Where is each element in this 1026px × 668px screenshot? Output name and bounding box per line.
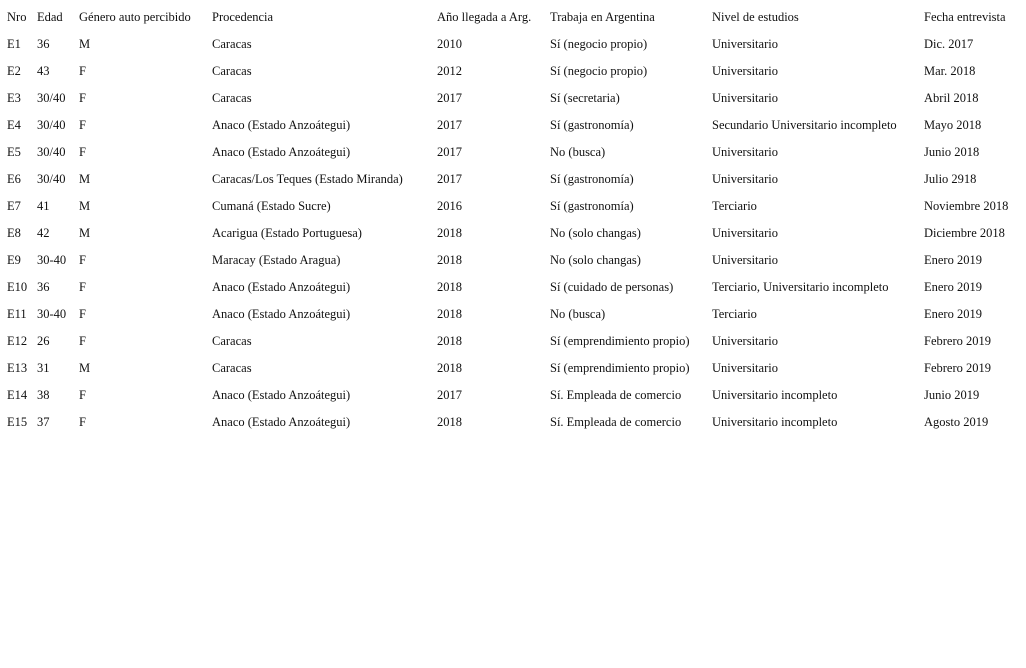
cell-nro: E3 (7, 91, 21, 105)
cell-procedencia: Anaco (Estado Anzoátegui) (212, 145, 351, 159)
cell-fecha-entrevista: Abril 2018 (924, 91, 979, 105)
table-row (3, 166, 1025, 193)
cell-edad: 26 (37, 334, 50, 348)
cell-genero: F (79, 253, 86, 267)
cell-fecha-entrevista: Febrero 2019 (924, 334, 991, 348)
table-row (3, 301, 1025, 328)
cell-genero: F (79, 64, 86, 78)
cell-nro: E15 (7, 415, 28, 429)
cell-edad: 36 (37, 280, 50, 294)
table-row (3, 193, 1025, 220)
cell-nivel-estudios: Universitario (712, 253, 778, 267)
cell-nro: E5 (7, 145, 21, 159)
cell-nro: E2 (7, 64, 21, 78)
table-row (3, 31, 1025, 58)
table-row (3, 220, 1025, 247)
cell-edad: 36 (37, 37, 50, 51)
cell-anio-llegada: 2017 (437, 172, 462, 186)
cell-genero: M (79, 361, 91, 375)
cell-anio-llegada: 2018 (437, 334, 462, 348)
cell-anio-llegada: 2017 (437, 388, 462, 402)
cell-edad: 30/40 (37, 145, 66, 159)
cell-edad: 30/40 (37, 172, 66, 186)
column-header-nivel-estudios: Nivel de estudios (712, 10, 799, 24)
cell-anio-llegada: 2017 (437, 91, 462, 105)
cell-nivel-estudios: Terciario (712, 199, 757, 213)
cell-nro: E11 (7, 307, 27, 321)
cell-edad: 30-40 (37, 253, 67, 267)
interview-table (3, 4, 1025, 436)
cell-nro: E9 (7, 253, 21, 267)
cell-trabaja: Sí (gastronomía) (550, 172, 634, 186)
cell-edad: 43 (37, 64, 50, 78)
cell-procedencia: Caracas (212, 37, 252, 51)
cell-nivel-estudios: Secundario Universitario incompleto (712, 118, 897, 132)
table-row (3, 139, 1025, 166)
cell-nro: E1 (7, 37, 21, 51)
table-row (3, 382, 1025, 409)
cell-procedencia: Acarigua (Estado Portuguesa) (212, 226, 362, 240)
cell-anio-llegada: 2018 (437, 253, 462, 267)
cell-trabaja: No (solo changas) (550, 253, 641, 267)
cell-edad: 41 (37, 199, 50, 213)
column-header-fecha-entrevista: Fecha entrevista (924, 10, 1006, 24)
cell-genero: M (79, 172, 91, 186)
cell-trabaja: No (busca) (550, 307, 606, 321)
column-header-edad: Edad (37, 10, 63, 24)
table-row (3, 247, 1025, 274)
cell-genero: F (79, 415, 86, 429)
cell-nro: E10 (7, 280, 28, 294)
cell-procedencia: Maracay (Estado Aragua) (212, 253, 341, 267)
cell-nivel-estudios: Universitario (712, 37, 778, 51)
cell-genero: M (79, 37, 91, 51)
cell-edad: 42 (37, 226, 50, 240)
table-row (3, 274, 1025, 301)
cell-genero: F (79, 307, 86, 321)
column-header-procedencia: Procedencia (212, 10, 274, 24)
cell-anio-llegada: 2016 (437, 199, 462, 213)
cell-nivel-estudios: Universitario incompleto (712, 415, 838, 429)
cell-fecha-entrevista: Agosto 2019 (924, 415, 989, 429)
cell-nivel-estudios: Universitario incompleto (712, 388, 838, 402)
cell-anio-llegada: 2018 (437, 415, 462, 429)
column-header-nro: Nro (7, 10, 27, 24)
cell-procedencia: Anaco (Estado Anzoátegui) (212, 388, 351, 402)
cell-procedencia: Caracas (212, 361, 252, 375)
cell-edad: 30/40 (37, 91, 66, 105)
table-row (3, 85, 1025, 112)
cell-trabaja: Sí (cuidado de personas) (550, 280, 674, 294)
cell-nro: E14 (7, 388, 28, 402)
cell-fecha-entrevista: Mar. 2018 (924, 64, 976, 78)
cell-nivel-estudios: Universitario (712, 172, 778, 186)
cell-edad: 30-40 (37, 307, 67, 321)
cell-anio-llegada: 2017 (437, 145, 462, 159)
cell-trabaja: Sí (emprendimiento propio) (550, 361, 690, 375)
cell-fecha-entrevista: Enero 2019 (924, 280, 982, 294)
table-row (3, 355, 1025, 382)
cell-procedencia: Caracas (212, 334, 252, 348)
cell-trabaja: Sí (secretaria) (550, 91, 620, 105)
cell-anio-llegada: 2018 (437, 280, 462, 294)
cell-genero: F (79, 145, 86, 159)
table-row (3, 112, 1025, 139)
cell-procedencia: Anaco (Estado Anzoátegui) (212, 307, 351, 321)
cell-genero: F (79, 334, 86, 348)
cell-nivel-estudios: Terciario, Universitario incompleto (712, 280, 889, 294)
cell-genero: M (79, 199, 91, 213)
cell-trabaja: Sí. Empleada de comercio (550, 415, 682, 429)
cell-fecha-entrevista: Dic. 2017 (924, 37, 974, 51)
cell-nro: E12 (7, 334, 28, 348)
cell-fecha-entrevista: Junio 2018 (924, 145, 980, 159)
cell-procedencia: Caracas/Los Teques (Estado Miranda) (212, 172, 403, 186)
cell-nro: E4 (7, 118, 21, 132)
cell-nivel-estudios: Universitario (712, 64, 778, 78)
cell-procedencia: Anaco (Estado Anzoátegui) (212, 415, 351, 429)
cell-nivel-estudios: Terciario (712, 307, 757, 321)
cell-anio-llegada: 2012 (437, 64, 462, 78)
cell-trabaja: Sí (negocio propio) (550, 37, 648, 51)
cell-fecha-entrevista: Diciembre 2018 (924, 226, 1005, 240)
cell-genero: F (79, 280, 86, 294)
cell-fecha-entrevista: Enero 2019 (924, 307, 982, 321)
cell-procedencia: Caracas (212, 91, 252, 105)
cell-trabaja: No (solo changas) (550, 226, 641, 240)
table-row (3, 58, 1025, 85)
cell-trabaja: Sí (gastronomía) (550, 199, 634, 213)
cell-genero: F (79, 91, 86, 105)
cell-fecha-entrevista: Mayo 2018 (924, 118, 982, 132)
cell-edad: 31 (37, 361, 50, 375)
cell-fecha-entrevista: Noviembre 2018 (924, 199, 1009, 213)
cell-nivel-estudios: Universitario (712, 226, 778, 240)
cell-trabaja: Sí (gastronomía) (550, 118, 634, 132)
cell-trabaja: Sí (negocio propio) (550, 64, 648, 78)
cell-anio-llegada: 2018 (437, 226, 462, 240)
cell-procedencia: Caracas (212, 64, 252, 78)
cell-procedencia: Anaco (Estado Anzoátegui) (212, 280, 351, 294)
cell-anio-llegada: 2017 (437, 118, 462, 132)
column-header-anio-llegada: Año llegada a Arg. (437, 10, 532, 24)
cell-trabaja: No (busca) (550, 145, 606, 159)
cell-edad: 30/40 (37, 118, 66, 132)
cell-nro: E13 (7, 361, 28, 375)
cell-fecha-entrevista: Enero 2019 (924, 253, 982, 267)
cell-procedencia: Cumaná (Estado Sucre) (212, 199, 331, 213)
cell-edad: 38 (37, 388, 50, 402)
cell-fecha-entrevista: Junio 2019 (924, 388, 980, 402)
table-row (3, 409, 1025, 436)
cell-genero: M (79, 226, 91, 240)
cell-genero: F (79, 388, 86, 402)
cell-genero: F (79, 118, 86, 132)
cell-edad: 37 (37, 415, 50, 429)
cell-anio-llegada: 2018 (437, 361, 462, 375)
cell-fecha-entrevista: Febrero 2019 (924, 361, 991, 375)
table-row (3, 328, 1025, 355)
table-body (3, 31, 1025, 436)
cell-nivel-estudios: Universitario (712, 145, 778, 159)
cell-nro: E8 (7, 226, 21, 240)
cell-nivel-estudios: Universitario (712, 91, 778, 105)
cell-nro: E6 (7, 172, 21, 186)
column-header-genero: Género auto percibido (79, 10, 191, 24)
cell-trabaja: Sí. Empleada de comercio (550, 388, 682, 402)
cell-anio-llegada: 2018 (437, 307, 462, 321)
cell-fecha-entrevista: Julio 2918 (924, 172, 977, 186)
cell-trabaja: Sí (emprendimiento propio) (550, 334, 690, 348)
cell-nivel-estudios: Universitario (712, 361, 778, 375)
column-header-trabaja: Trabaja en Argentina (550, 10, 655, 24)
cell-nro: E7 (7, 199, 21, 213)
cell-anio-llegada: 2010 (437, 37, 462, 51)
cell-procedencia: Anaco (Estado Anzoátegui) (212, 118, 351, 132)
cell-nivel-estudios: Universitario (712, 334, 778, 348)
table-header-row (3, 4, 1025, 31)
